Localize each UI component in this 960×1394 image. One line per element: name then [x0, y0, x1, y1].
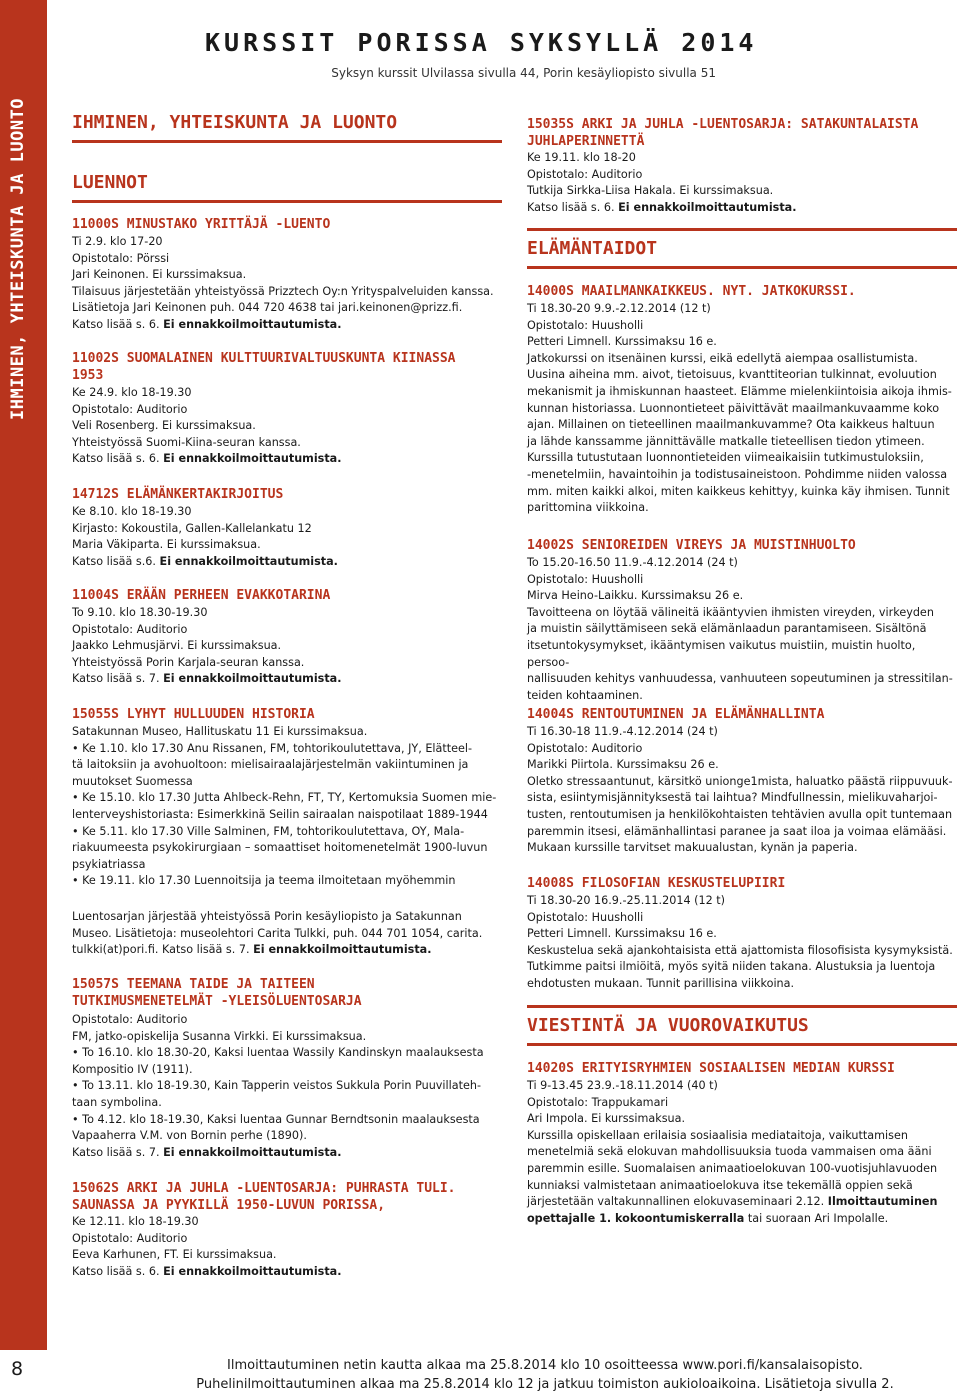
page-subtitle: Syksyn kurssit Ulvilassa sivulla 44, Porin kesäyliopisto sivulla 51	[331, 66, 716, 80]
course-11000s-details: Ti 2.9. klo 17-20 Opistotalo: Pörssi Jari Keinonen. Ei kurssimaksua. Tilaisuus järjestetään yhteistyössä Prizztech Oy:n Yrityspalveluiden kanssa. Lisätietoja Jari Keinonen puh. 044 720 4638 tai jari.keinonen@prizz.fi. Katso lisää s. 6. Ei ennakkoilmoittautumista.	[72, 235, 494, 331]
course-11004s-title: 11004S ERÄÄN PERHEEN EVAKKOTARINA	[72, 588, 331, 603]
page-number: 8	[11, 1358, 24, 1380]
section-rule-elamantaidot-bottom	[527, 266, 957, 269]
course-15062s-details: Ke 12.11. klo 18-19.30 Opistotalo: Auditorio Eeva Karhunen, FT. Ei kurssimaksua. Katso lisää s. 6. Ei ennakkoilmoittautumista.	[72, 1215, 342, 1278]
course-14004s-details: Ti 16.30-18 11.9.-4.12.2014 (24 t) Opistotalo: Auditorio Marikki Piirtola. Kurssimaksu 26 e. Oletko stressaantunut, kärsitkö unionge1mista, haluatko päästä riippuvuuk- sista, esiintymisjännityksestä tai laihtua? Mindfullnessin, mielikuvaharjoi- tusten, rentoutumisen ja henkilökohtaisten tehtävien avulla opit tuntemaan paremmin itsesi, elämänhallintasi paranee ja saat iloa ja voimaa elämääsi. Mukaan kurssille tarvitset makuualustan, kynän ja paperia.	[527, 725, 953, 855]
section-title: IHMINEN, YHTEISKUNTA JA LUONTO	[72, 112, 398, 133]
course-14004s-title: 14004S RENTOUTUMINEN JA ELÄMÄNHALLINTA	[527, 707, 825, 722]
section-title-elamantaidot: ELÄMÄNTAIDOT	[527, 238, 658, 259]
course-15035s-title: 15035S ARKI JA JUHLA -LUENTOSARJA: SATAKUNTALAISTA JUHLAPERINNETTÄ	[527, 117, 919, 149]
course-14712s-details: Ke 8.10. klo 18-19.30 Kirjasto: Kokoustila, Gallen-Kallelankatu 12 Maria Väkiparta. Ei kurssimaksua. Katso lisää s.6. Ei ennakkoilmoittautumista.	[72, 505, 338, 568]
footer-line-2: Puhelinilmoittautuminen alkaa ma 25.8.2014 klo 12 ja jatkuu toimiston aukioloaikoina. Lisätietoja sivulla 2.	[196, 1377, 894, 1392]
course-14002s-details: To 15.20-16.50 11.9.-4.12.2014 (24 t) Opistotalo: Huusholli Mirva Heino-Laikku. Kurssimaksu 26 e. Tavoitteena on löytää välineitä ikääntyvien ihmisten vireyden, virkeyden ja muistin säilyttämiseen sekä elämänlaadun parantamiseen. Sisältönä itsetuntokysymykset, ikääntymisen vaikutus muistiin, muistin huolto, persoo- nallisuuden kehitys vanhuudessa, vanhuuteen sopeutuminen ja stressitilan- teiden kohtaaminen.	[527, 556, 953, 702]
subsection-rule	[72, 200, 502, 203]
course-11004s-details: To 9.10. klo 18.30-19.30 Opistotalo: Auditorio Jaakko Lehmusjärvi. Ei kurssimaksua. Yhteistyössä Porin Karjala-seuran kanssa. Katso lisää s. 7. Ei ennakkoilmoittautumista.	[72, 606, 342, 686]
course-15055s-details: Satakunnan Museo, Hallituskatu 11 Ei kurssimaksua. • Ke 1.10. klo 17.30 Anu Rissanen, FM, tohtorikoulutettava, JY, Elätteel- tä laitoksiin ja avohuoltoon: mielisairaalajärjestelmän vakiintuminen ja muutokset Suomessa • Ke 15.10. klo 17.30 Jutta Ahlbeck-Rehn, FT, TY, Kertomuksia Suomen mie- lenterveyshistoriasta: Esimerkkinä Seilin sairaalan naispotilaat 1889-1944 • Ke 5.11. klo 17.30 Ville Salminen, FM, tohtorikoulutettava, OY, Mala- riakuumeesta psykokirurgiaan – somaattiset hoitomenetelmät 1900-luvun psykiatriassa • Ke 19.11. klo 17.30 Luennoitsija ja teema ilmoitetaan myöhemmin	[72, 725, 497, 888]
course-11002s-title: 11002S SUOMALAINEN KULTTUURIVALTUUSKUNTA KIINASSA 1953	[72, 351, 456, 383]
footer-line-1: Ilmoittautuminen netin kautta alkaa ma 25.8.2014 klo 10 osoitteessa www.pori.fi/kansalaisopisto.	[227, 1358, 863, 1373]
course-14002s-title: 14002S SENIOREIDEN VIREYS JA MUISTINHUOLTO	[527, 538, 856, 553]
course-14020s-title: 14020S ERITYISRYHMIEN SOSIAALISEN MEDIAN KURSSI	[527, 1061, 895, 1076]
course-11002s-details: Ke 24.9. klo 18-19.30 Opistotalo: Auditorio Veli Rosenberg. Ei kurssimaksua. Yhteistyössä Suomi-Kiina-seuran kanssa. Katso lisää s. 6. Ei ennakkoilmoittautumista.	[72, 386, 342, 466]
section-rule-viestinta	[527, 1005, 957, 1008]
course-14712s-title: 14712S ELÄMÄNKERTAKIRJOITUS	[72, 487, 284, 502]
sidebar-title: IHMINEN, YHTEISKUNTA JA LUONTO	[8, 97, 28, 420]
section-title-viestinta: VIESTINTÄ JA VUOROVAIKUTUS	[527, 1015, 809, 1036]
sidebar-band	[0, 0, 47, 1350]
section-rule-viestinta-bottom	[527, 1043, 957, 1046]
subsection-title: LUENNOT	[72, 172, 148, 193]
section-rule-elamantaidot	[527, 228, 957, 231]
course-15062s-title: 15062S ARKI JA JUHLA -LUENTOSARJA: PUHRASTA TULI. SAUNASSA JA PYYKILLÄ 1950-LUVUN PORISSA,	[72, 1181, 456, 1213]
course-14000s-title: 14000S MAAILMANKAIKKEUS. NYT. JATKOKURSSI.	[527, 284, 856, 299]
course-15057s-details: Opistotalo: Auditorio FM, jatko-opiskelija Susanna Virkki. Ei kurssimaksua. • To 16.10. klo 18.30-20, Kaksi luentaa Wassily Kandinskyn maalauksesta Kompositio IV (1911). • To 13.11. klo 18-19.30, Kain Tapperin veistos Sukkula Porin Puuvillateh- taan symbolina. • To 4.12. klo 18-19.30, Kaksi luentaa Gunnar Berndtsonin maalauksesta Vapaaherra V.M. von Bornin perhe (1890). Katso lisää s. 7. Ei ennakkoilmoittautumista.	[72, 1013, 484, 1159]
course-15055s-info: Luentosarjan järjestää yhteistyössä Porin kesäyliopisto ja Satakunnan Museo. Lisätietoja: museolehtori Carita Tulkki, puh. 044 701 1054, carita. tulkki(at)pori.fi. Katso lisää s. 7. Ei ennakkoilmoittautumista.	[72, 910, 483, 957]
page-title: KURSSIT PORISSA SYKSYLLÄ 2014	[205, 28, 758, 57]
course-14000s-details: Ti 18.30-20 9.9.-2.12.2014 (12 t) Opistotalo: Huusholli Petteri Limnell. Kurssimaksu 16 e. Jatkokurssi on itsenäinen kurssi, eikä edellytä aiempaa osallistumista. Uusina aiheina mm. aivot, tietoisuus, kvanttiteorian tulkinnat, evoluution mekanismit ja ihmiskunnan haasteet. Elämme mielenkiintoisia aikoja ihmis- kunnan historiassa. Luonnontieteet päivittävät maailmankuvaamme koko ajan. Millainen on tieteellinen maailmankuvamme? Ota kaikkeus haltuun ja lähde kanssamme jännittävälle matkalle tieteellisen tiedon ytimeen. Kurssilla tutustutaan luonnontieteiden viimeaikaisiin tutkimustuloksiin, -menetelmiin, havaintoihin ja todistusaineistoon. Pohdimme niiden valossa mm. miten kaikki alkoi, miten kaikkeus kehittyy, kuinka käy ihmisen. Tunnit parittomina viikkoina.	[527, 302, 952, 515]
course-14008s-title: 14008S FILOSOFIAN KESKUSTELUPIIRI	[527, 876, 786, 891]
section-rule	[72, 140, 502, 143]
course-15035s-details: Ke 19.11. klo 18-20 Opistotalo: Auditorio Tutkija Sirkka-Liisa Hakala. Ei kurssimaksua. Katso lisää s. 6. Ei ennakkoilmoittautumista.	[527, 151, 797, 214]
course-11000s-title: 11000S MINUSTAKO YRITTÄJÄ -LUENTO	[72, 217, 331, 232]
course-15057s-title: 15057S TEEMANA TAIDE JA TAITEEN TUTKIMUSMENETELMÄT -YLEISÖLUENTOSARJA	[72, 977, 362, 1009]
course-14020s-details: Ti 9-13.45 23.9.-18.11.2014 (40 t) Opistotalo: Trappukamari Ari Impola. Ei kurssimaksua. Kurssilla opiskellaan erilaisia sosiaalisia mediataitoja, vaikuttamisen menetelmiä sekä elokuvan mahdollisuuksia tuoda vammaisen oma ääni paremmin esille. Suomalaisen animaatioelokuvan 100-vuotisjuhlavuoden kunniaksi valmistetaan animaatioelokuva itse tekemällä oppien sekä järjestetään valtakunnallinen elokuvaseminaari 2.12. Ilmoittautuminen opettajalle 1. kokoontumiskerralla tai suoraan Ari Impolalle.	[527, 1079, 938, 1225]
course-14008s-details: Ti 18.30-20 16.9.-25.11.2014 (12 t) Opistotalo: Huusholli Petteri Limnell. Kurssimaksu 16 e. Keskustelua sekä ajankohtaisista että ajattomista filosofisista kysymyksistä. Tutkimme paitsi ilmiöitä, myös syitä niiden takana. Alustuksia ja luentoja ehdotusten mukaan. Tunnit parillisina viikkoina.	[527, 894, 953, 990]
course-15055s-title: 15055S LYHYT HULLUUDEN HISTORIA	[72, 707, 315, 722]
